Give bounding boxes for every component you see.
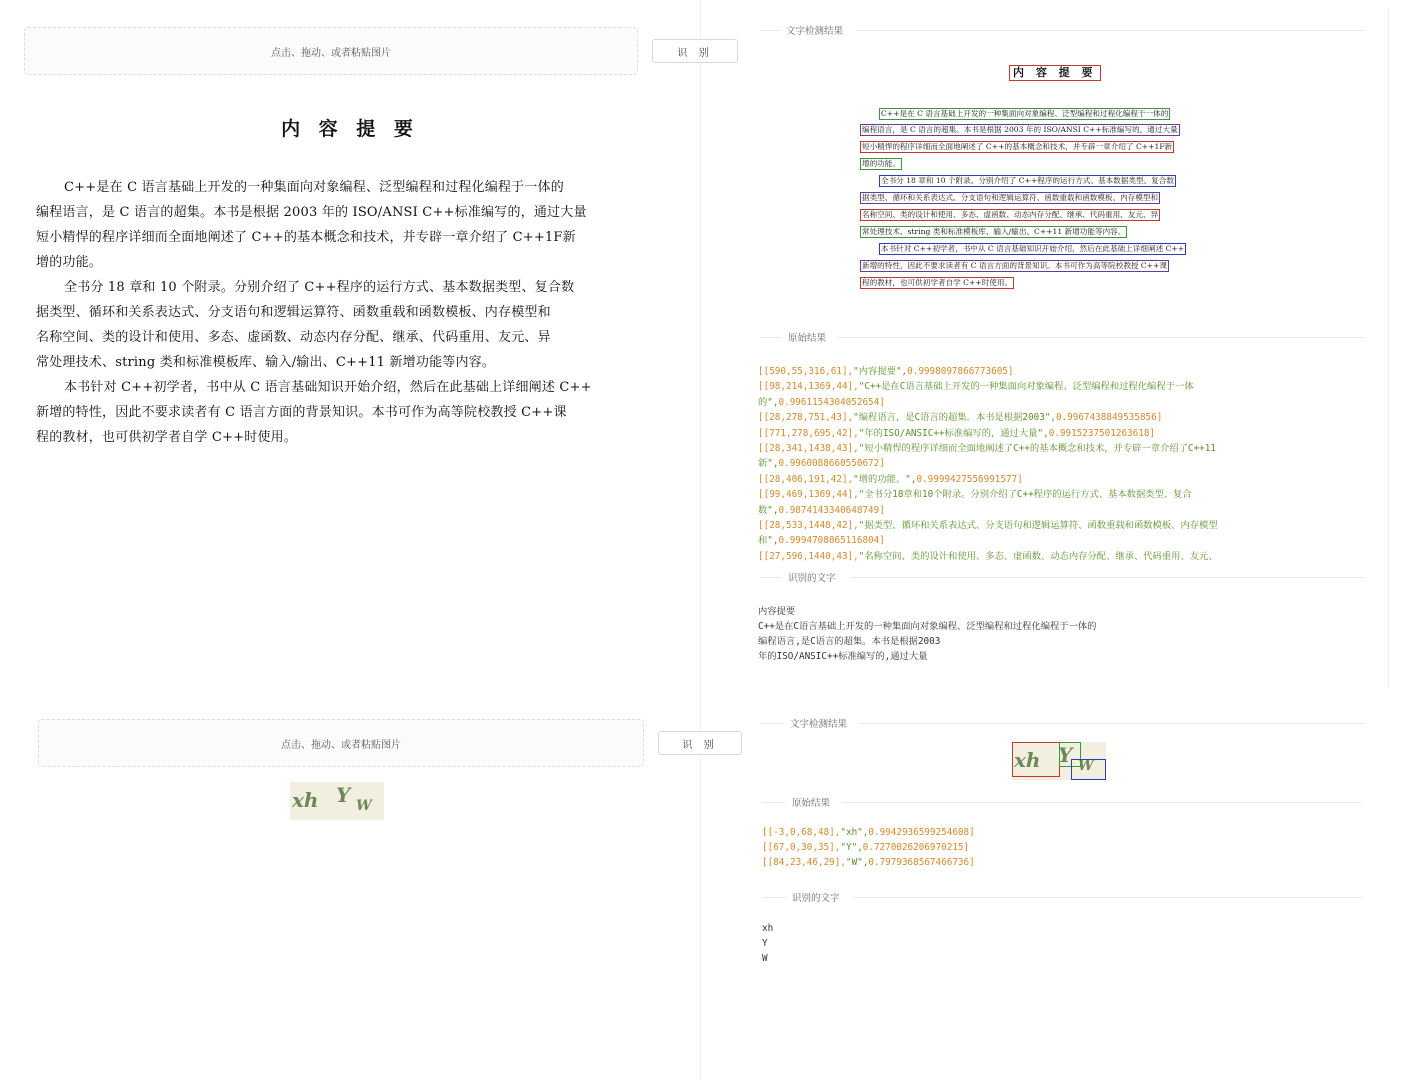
raw-coords: [[99,469,1369,44], bbox=[758, 489, 859, 501]
det-box: 增的功能。 bbox=[862, 159, 900, 168]
doc-line: 编程语言，是 C 语言的超集。本书是根据 2003 年的 ISO/ANSI C++标准编写的，通过大量 bbox=[36, 205, 587, 220]
raw-text: "内容提要", bbox=[853, 366, 908, 377]
raw-score: 0.9874143340648749] bbox=[778, 504, 885, 516]
detection-result-image bbox=[1012, 742, 1106, 780]
raw-coords: [[28,278,751,43], bbox=[758, 412, 854, 424]
raw-result-line bbox=[758, 425, 1155, 439]
raw-text: "C++是在C语言基础上开发的一种集面向对象编程、泛型编程和过程化编程于一体 bbox=[858, 381, 1194, 393]
section-rule bbox=[842, 802, 1362, 803]
upload-placeholder: 点击、拖动、或者粘贴图片 bbox=[281, 739, 401, 751]
det-box: 新增的特性，因此不要求读者有 C 语言方面的背景知识。本书可作为高等院校教授 C++课 bbox=[862, 261, 1167, 270]
raw-result-line bbox=[758, 486, 1192, 500]
raw-coords: [[28,533,1448,42], bbox=[758, 520, 859, 531]
recognize-button[interactable] bbox=[652, 39, 738, 63]
section-rule bbox=[760, 577, 782, 578]
raw-coords: [[-3,0,68,48], bbox=[762, 827, 841, 838]
captcha-char: Y bbox=[1058, 743, 1073, 767]
recognized-line: xh bbox=[762, 923, 774, 934]
section-title-recognized: 识别的文字 bbox=[792, 893, 840, 904]
raw-coords: [[98,214,1369,44], bbox=[758, 381, 859, 393]
raw-result-line bbox=[758, 532, 885, 546]
raw-result-line bbox=[762, 857, 975, 868]
raw-coords: [[84,23,46,29], bbox=[762, 857, 846, 869]
section-rule bbox=[760, 723, 784, 724]
det-box bbox=[1071, 759, 1106, 780]
raw-score: 0.9942936599254608] bbox=[868, 827, 975, 838]
doc-line: 本书针对 C++初学者，书中从 C 语言基础知识开始介绍，然后在此基础上详细阐述 C++ bbox=[64, 380, 592, 395]
section-rule bbox=[762, 802, 786, 803]
recognized-line: W bbox=[762, 953, 768, 964]
raw-text: "W", bbox=[845, 857, 869, 869]
raw-result-line bbox=[762, 827, 975, 838]
recognized-line: 内容提要 bbox=[758, 606, 796, 617]
raw-result-line bbox=[758, 394, 885, 408]
raw-text: 新", bbox=[758, 458, 779, 470]
raw-text: "名称空间、类的设计和使用、多态、虚函数、动态内存分配、继承、代码重用、友元、 bbox=[858, 550, 1218, 562]
raw-result-line bbox=[758, 471, 1023, 485]
section-rule bbox=[762, 897, 786, 898]
section-title-recognized: 识别的文字 bbox=[788, 573, 836, 584]
det-box: 常处理技术、string 类和标准模板库、输入/输出、C++11 新增功能等内容。 bbox=[862, 227, 1126, 236]
section-rule bbox=[838, 337, 1364, 338]
doc-line: 增的功能。 bbox=[36, 255, 103, 270]
raw-text: "据类型、循环和关系表达式、分支语句和逻辑运算符、函数重载和函数模板、内存模型 bbox=[858, 520, 1218, 531]
det-box: C++是在 C 语言基础上开发的一种集面向对象编程、泛型编程和过程化编程于一体的 bbox=[881, 109, 1169, 118]
recognized-line: C++是在C语言基础上开发的一种集面向对象编程、泛型编程和过程化编程于一体的 bbox=[758, 621, 1097, 632]
det-box bbox=[1012, 742, 1060, 777]
raw-text: "全书分18章和10个附录。分别介绍了C++程序的运行方式、基本数据类型、复合 bbox=[858, 489, 1192, 501]
section-title-detection: 文字检测结果 bbox=[790, 719, 848, 730]
section-rule bbox=[854, 897, 1362, 898]
captcha-char: xh bbox=[292, 788, 319, 812]
raw-result-line bbox=[758, 378, 1194, 392]
doc-line: 常处理技术、string 类和标准模板库、输入/输出、C++11 新增功能等内容。 bbox=[36, 355, 496, 370]
upload-dropzone[interactable] bbox=[24, 27, 638, 75]
doc-line: 新增的特性，因此不要求读者有 C 语言方面的背景知识。本书可作为高等院校教授 C++课 bbox=[36, 405, 567, 420]
raw-text: "Y", bbox=[840, 842, 863, 854]
det-box: 据类型、循环和关系表达式、分支语句和逻辑运算符、函数重载和函数模板、内存模型和 bbox=[862, 193, 1159, 202]
det-box: 程的教材，也可供初学者自学 C++时使用。 bbox=[862, 278, 1013, 287]
upload-placeholder: 点击、拖动、或者粘贴图片 bbox=[271, 47, 391, 59]
raw-text: "增的功能。", bbox=[853, 473, 917, 485]
raw-coords: [[27,596,1440,43], bbox=[758, 550, 859, 562]
raw-score: 0.9998097866773605] bbox=[907, 366, 1014, 377]
raw-result-output[interactable] bbox=[758, 363, 1318, 562]
raw-result-output[interactable] bbox=[762, 827, 1182, 877]
captcha-char: xh bbox=[1014, 748, 1041, 772]
doc-line: 程的教材，也可供初学者自学 C++时使用。 bbox=[36, 430, 298, 445]
section-rule bbox=[860, 723, 1364, 724]
raw-text: 和", bbox=[758, 535, 779, 547]
raw-result-line bbox=[758, 409, 1162, 423]
raw-text: "年的ISO/ANSIC++标准编写的，通过大量", bbox=[858, 427, 1049, 439]
raw-text: "短小精悍的程序详细而全面地阐述了C++的基本概念和技术，并专辟一章介绍了C++11 bbox=[858, 443, 1216, 454]
raw-score: 0.7270026206970215] bbox=[862, 842, 970, 854]
det-box: 本书针对 C++初学者，书中从 C 语言基础知识开始介绍，然后在此基础上详细阐述 C++ bbox=[881, 244, 1185, 253]
doc-line: 名称空间、类的设计和使用、多态、虚函数、动态内存分配、继承、代码重用、友元、异 bbox=[36, 330, 551, 345]
raw-score: 0.7979368567466736] bbox=[868, 857, 975, 869]
section-title-detection: 文字检测结果 bbox=[786, 26, 844, 37]
right-edge-divider bbox=[1388, 8, 1389, 688]
source-document-image bbox=[0, 110, 700, 470]
recognize-label: 识 别 bbox=[677, 47, 713, 59]
doc-line: 全书分 18 章和 10 个附录。分别介绍了 C++程序的运行方式、基本数据类型、复合数 bbox=[64, 280, 575, 295]
section-title-raw: 原始结果 bbox=[792, 798, 831, 809]
raw-result-line bbox=[758, 455, 885, 469]
det-box: 内 容 提 要 bbox=[1009, 65, 1101, 81]
raw-result-line bbox=[758, 363, 1014, 377]
doc-line: C++是在 C 语言基础上开发的一种集面向对象编程、泛型编程和过程化编程于一体的 bbox=[64, 180, 564, 195]
det-box: 短小精悍的程序详细而全面地阐述了 C++的基本概念和技术，并专辟一章介绍了 C++1F新 bbox=[862, 142, 1173, 151]
recognize-label: 识 别 bbox=[682, 739, 718, 751]
doc-title: 内 容 提 要 bbox=[281, 118, 419, 140]
detection-result-image bbox=[855, 62, 1250, 292]
raw-coords: [[67,0,30,35], bbox=[762, 842, 841, 854]
captcha-char: W bbox=[356, 798, 372, 814]
raw-coords: [[771,278,695,42], bbox=[758, 427, 859, 439]
section-rule bbox=[850, 577, 1364, 578]
raw-coords: [[590,55,316,61], bbox=[758, 366, 854, 377]
det-box: 名称空间、类的设计和使用、多态、虚函数、动态内存分配、继承、代码重用、友元、异 bbox=[862, 210, 1159, 219]
captcha-char: Y bbox=[336, 783, 351, 807]
section-title-raw: 原始结果 bbox=[788, 333, 827, 344]
doc-line: 据类型、循环和关系表达式、分支语句和逻辑运算符、函数重载和函数模板、内存模型和 bbox=[36, 305, 551, 320]
raw-score: 0.9915237501263618] bbox=[1048, 427, 1156, 439]
captcha-image bbox=[290, 782, 384, 820]
section-rule bbox=[760, 30, 780, 31]
raw-score: 0.9999427556991577] bbox=[916, 473, 1023, 485]
panel-divider bbox=[700, 0, 701, 1080]
recognized-line: 年的ISO/ANSIC++标准编写的,通过大量 bbox=[758, 651, 928, 662]
raw-text: "编程语言，是C语言的超集。本书是根据2003", bbox=[853, 412, 1056, 424]
raw-result-line bbox=[758, 548, 1218, 562]
recognized-line: 编程语言,是C语言的超集。本书是根据2003 bbox=[758, 636, 941, 647]
det-box: 全书分 18 章和 10 个附录。分别介绍了 C++程序的运行方式、基本数据类型、复合数 bbox=[881, 176, 1174, 185]
raw-coords: [[28,406,191,42], bbox=[758, 473, 854, 485]
upload-dropzone[interactable] bbox=[38, 719, 644, 767]
raw-text: 的", bbox=[758, 396, 779, 408]
raw-score: 0.9961154304052654] bbox=[778, 396, 885, 408]
raw-score: 0.9994708865116804] bbox=[778, 535, 885, 547]
recognized-line: Y bbox=[762, 938, 768, 949]
section-rule bbox=[856, 30, 1364, 31]
captcha-char: W bbox=[1078, 758, 1094, 774]
det-box: 编程语言，是 C 语言的超集。本书是根据 2003 年的 ISO/ANSI C++标准编写的，通过大量 bbox=[862, 125, 1178, 134]
section-rule bbox=[760, 337, 782, 338]
raw-text: "xh", bbox=[840, 827, 869, 838]
doc-line: 短小精悍的程序详细而全面地阐述了 C++的基本概念和技术，并专辟一章介绍了 C++1F新 bbox=[36, 230, 576, 245]
raw-coords: [[28,341,1438,43], bbox=[758, 443, 859, 454]
raw-score: 0.9967438849535856] bbox=[1055, 412, 1163, 424]
raw-result-line bbox=[758, 440, 1216, 454]
raw-result-line bbox=[758, 517, 1218, 531]
raw-result-line bbox=[758, 502, 885, 516]
raw-result-line bbox=[762, 842, 969, 853]
raw-text: 数", bbox=[758, 504, 779, 516]
recognize-button[interactable] bbox=[658, 731, 742, 755]
raw-score: 0.9960088660550672] bbox=[778, 458, 885, 470]
